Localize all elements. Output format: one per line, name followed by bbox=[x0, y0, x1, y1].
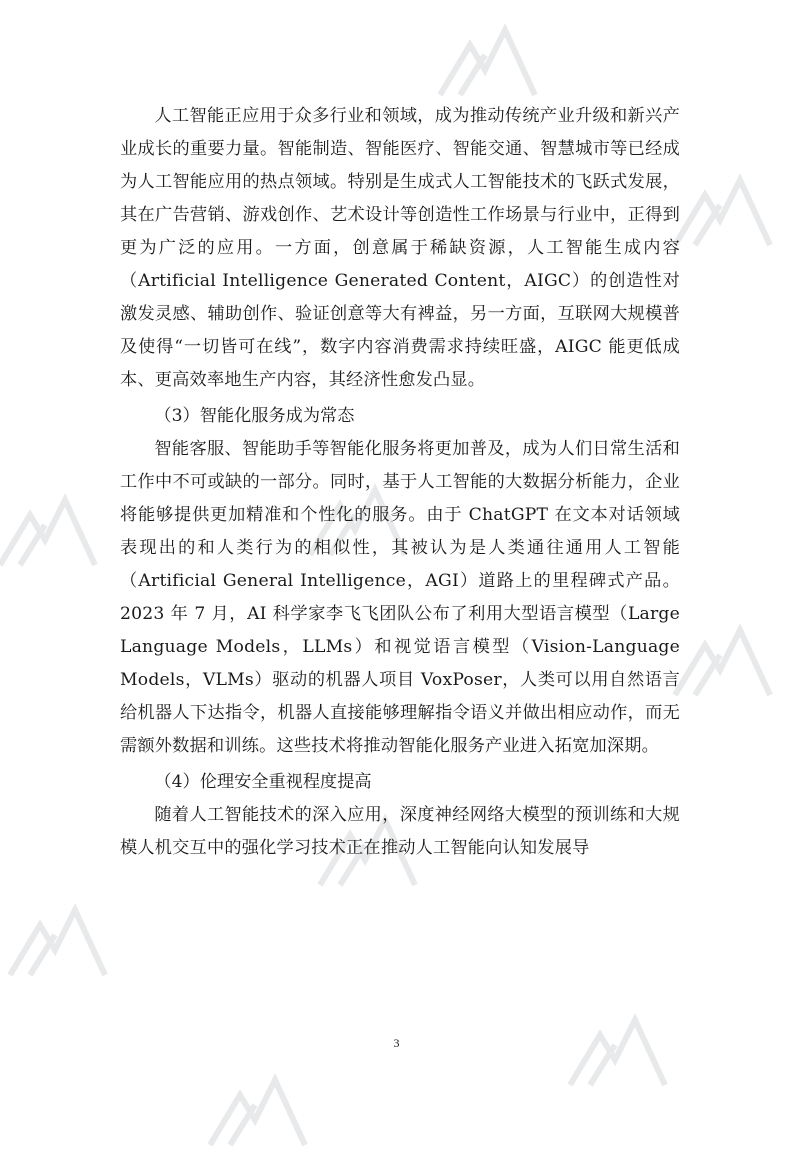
section-heading-3: （3）智能化服务成为常态 bbox=[154, 406, 355, 426]
watermark-logo bbox=[0, 470, 120, 580]
body-text bbox=[120, 100, 680, 865]
section-heading-4: （4）伦理安全重视程度提高 bbox=[154, 772, 372, 792]
watermark-logo bbox=[0, 880, 130, 990]
page-number: 3 bbox=[393, 1036, 400, 1050]
paragraph-ethics: 随着人工智能技术的深入应用，深度神经网络大模型的预训练和大规模人机交互中的强化学习技术正在推动人工智能向认知发展导 bbox=[120, 805, 680, 858]
watermark-logo bbox=[665, 150, 793, 260]
watermark-logo bbox=[200, 1050, 330, 1160]
watermark-logo bbox=[430, 0, 560, 110]
watermark-logo bbox=[665, 600, 793, 710]
paragraph-intelligent-services: 智能客服、智能助手等智能化服务将更加普及，成为人们日常生活和工作中不可或缺的一部分。同时，基于人工智能的大数据分析能力，企业将能够提供更加精准和个性化的服务。由于 ChatGPT 在文本对话领域表现出的和人类行为的相似性，其被认为是人类通往通用人工智能（Artificial General Intelligence，AGI）道路上的里程碑式产品。2023 年 7 月，AI 科学家李飞飞团队公布了利用大型语言模型（Large Language Models，LLMs）和视觉语言模型（Vision-Language Models，VLMs）驱动的机器人项目 VoxPoser，人类可以用自然语言给机器人下达指令，机器人直接能够理解指令语义并做出相应动作，而无需额外数据和训练。这些技术将推动智能化服务产业进入拓宽加深期。 bbox=[120, 439, 680, 756]
paragraph-aigc: 人工智能正应用于众多行业和领域，成为推动传统产业升级和新兴产业成长的重要力量。智能制造、智能医疗、智能交通、智慧城市等已经成为人工智能应用的热点领域。特别是生成式人工智能技术的飞跃式发展，其在广告营销、游戏创作、艺术设计等创造性工作场景与行业中，正得到更为广泛的应用。一方面，创意属于稀缺资源，人工智能生成内容（Artificial Intelligence Generated Content，AIGC）的创造性对激发灵感、辅助创作、验证创意等大有裨益，另一方面，互联网大规模普及使得“一切皆可在线”，数字内容消费需求持续旺盛，AIGC 能更低成本、更高效率地生产内容，其经济性愈发凸显。 bbox=[120, 106, 680, 390]
